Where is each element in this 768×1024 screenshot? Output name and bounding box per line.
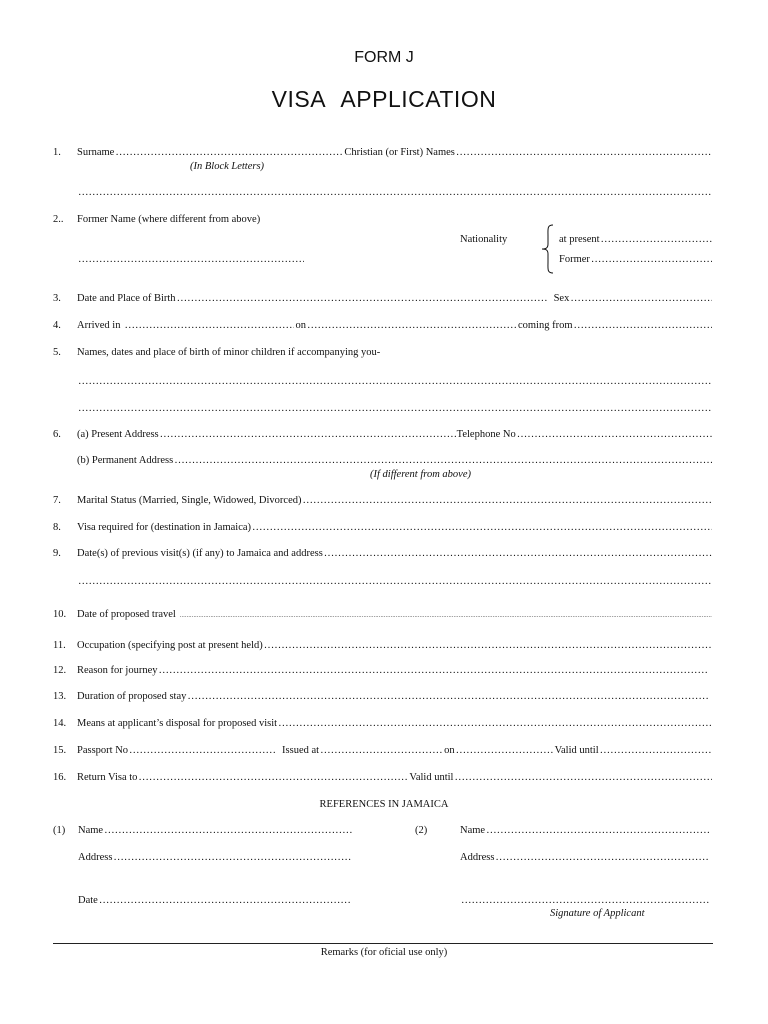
telephone-label: Telephone No <box>456 429 516 440</box>
reference-1-address-label: Address <box>78 852 113 863</box>
occupation-label: Occupation (specifying post at present held) <box>77 640 263 651</box>
previous-visits-field-2[interactable] <box>78 576 712 587</box>
minor-children-field-1[interactable] <box>78 376 712 387</box>
reason-field[interactable] <box>158 665 708 676</box>
coming-from-field[interactable] <box>573 320 712 331</box>
item-number-9: 9. <box>53 548 61 559</box>
former-name-line[interactable] <box>77 254 305 265</box>
marital-status-label: Marital Status (Married, Single, Widowed, Divorced) <box>77 495 302 506</box>
telephone-field[interactable] <box>517 429 712 440</box>
dob-label: Date and Place of Birth <box>77 293 176 304</box>
at-present-label: at present <box>559 234 600 245</box>
form-code: FORM J <box>354 49 414 66</box>
passport-no-field[interactable] <box>129 745 276 756</box>
present-address-field[interactable] <box>160 429 456 440</box>
arrival-date-field[interactable] <box>307 320 517 331</box>
remarks-divider <box>53 943 713 944</box>
item-number-5: 5. <box>53 347 61 358</box>
arrived-in-field[interactable] <box>124 320 294 331</box>
permanent-address-field[interactable] <box>174 455 712 466</box>
item-number-14: 14. <box>53 718 67 729</box>
issued-at-field[interactable] <box>320 745 443 756</box>
item-number-12: 12. <box>53 665 67 676</box>
names-continuation-field[interactable] <box>78 187 712 198</box>
nationality-label: Nationality <box>460 234 508 245</box>
item-number-3: 3. <box>53 293 61 304</box>
issued-on-label: on <box>444 745 455 756</box>
item-number-7: 7. <box>53 495 61 506</box>
former-name-field[interactable] <box>78 254 304 265</box>
proposed-travel-row[interactable] <box>77 609 713 620</box>
marital-status-field[interactable] <box>303 495 713 506</box>
item-number-13: 13. <box>53 691 67 702</box>
reference-1-address-field[interactable] <box>113 852 352 863</box>
item-number-1: 1. <box>53 147 61 158</box>
issued-on-field[interactable] <box>456 745 554 756</box>
surname-label: Surname <box>77 147 115 158</box>
birth-row[interactable] <box>77 293 713 304</box>
marital-status-row[interactable] <box>77 495 713 506</box>
passport-valid-until-field[interactable] <box>600 745 712 756</box>
issued-at-label: Issued at <box>282 745 320 756</box>
return-visa-row[interactable] <box>77 772 713 783</box>
form-title: VISA APPLICATION <box>271 86 497 112</box>
visa-destination-field[interactable] <box>252 522 712 533</box>
date-label: Date <box>78 895 98 906</box>
minor-children-line-2[interactable] <box>77 403 713 414</box>
reference-2-name-field[interactable] <box>486 825 710 836</box>
permanent-address-row[interactable] <box>77 455 713 466</box>
sex-label: Sex <box>553 293 570 304</box>
passport-no-label: Passport No <box>77 745 129 756</box>
at-present-field[interactable] <box>601 234 712 245</box>
reference-2-name-row[interactable] <box>460 825 711 836</box>
item-number-8: 8. <box>53 522 61 533</box>
item-number-16: 16. <box>53 772 67 783</box>
former-nationality-label: Former <box>559 254 590 265</box>
present-address-row[interactable] <box>77 429 713 440</box>
block-letters-note: (In Block Letters) <box>190 161 265 172</box>
former-name-label: Former Name (where different from above) <box>77 214 261 225</box>
item-number-10: 10. <box>53 609 67 620</box>
occupation-row[interactable] <box>77 640 713 651</box>
return-visa-field[interactable] <box>138 772 408 783</box>
signature-label: Signature of Applicant <box>550 908 645 919</box>
permanent-address-label: (b) Permanent Address <box>77 455 174 466</box>
nationality-at-present-row[interactable] <box>559 234 713 245</box>
proposed-travel-field[interactable] <box>180 613 712 619</box>
arrived-in-label: Arrived in <box>77 320 121 331</box>
reference-2-name-label: Name <box>460 825 486 836</box>
christian-names-label: Christian (or First) Names <box>344 147 455 158</box>
previous-visits-row[interactable] <box>77 548 713 559</box>
item-number-2: 2.. <box>53 214 64 225</box>
surname-row[interactable] <box>77 147 713 158</box>
passport-row[interactable] <box>77 745 713 756</box>
reason-row[interactable] <box>77 665 709 676</box>
duration-label: Duration of proposed stay <box>77 691 187 702</box>
duration-row[interactable] <box>77 691 709 702</box>
former-nationality-field[interactable] <box>591 254 712 265</box>
names-continuation-line[interactable] <box>77 187 713 198</box>
previous-visits-label: Date(s) of previous visit(s) (if any) to Jamaica and address <box>77 548 323 559</box>
arrival-row[interactable] <box>77 320 713 331</box>
reference-1-name-row[interactable] <box>78 825 353 836</box>
passport-valid-until-label: Valid until <box>554 745 599 756</box>
surname-field[interactable] <box>115 147 343 158</box>
item-number-4: 4. <box>53 320 61 331</box>
duration-field[interactable] <box>187 691 708 702</box>
item-number-6: 6. <box>53 429 61 440</box>
means-label: Means at applicant’s disposal for proposed visit <box>77 718 278 729</box>
arrival-on-label: on <box>295 320 306 331</box>
return-visa-valid-until-label: Valid until <box>409 772 454 783</box>
proposed-travel-label: Date of proposed travel <box>77 609 176 620</box>
references-heading: REFERENCES IN JAMAICA <box>319 799 449 810</box>
reference-1-name-label: Name <box>78 825 104 836</box>
visa-destination-row[interactable] <box>77 522 713 533</box>
signature-line[interactable] <box>460 895 711 906</box>
sex-field[interactable] <box>570 293 712 304</box>
christian-names-field[interactable] <box>456 147 712 158</box>
occupation-field[interactable] <box>264 640 712 651</box>
reference-1-number: (1) <box>53 825 66 836</box>
means-row[interactable] <box>77 718 713 729</box>
return-visa-label: Return Visa to <box>77 772 138 783</box>
visa-destination-label: Visa required for (destination in Jamaica) <box>77 522 252 533</box>
reference-1-name-field[interactable] <box>104 825 352 836</box>
reason-label: Reason for journey <box>77 665 158 676</box>
minor-children-label: Names, dates and place of birth of minor children if accompanying you- <box>77 347 381 358</box>
date-row[interactable] <box>78 895 353 906</box>
item-number-11: 11. <box>53 640 66 651</box>
dob-field[interactable] <box>177 293 547 304</box>
minor-children-line-1[interactable] <box>77 376 713 387</box>
reference-2-number: (2) <box>415 825 428 836</box>
return-visa-valid-until-field[interactable] <box>454 772 712 783</box>
curly-brace-icon <box>541 224 555 274</box>
coming-from-label: coming from <box>517 320 573 331</box>
previous-visits-line-2[interactable] <box>77 576 713 587</box>
nationality-former-row[interactable] <box>559 254 713 265</box>
minor-children-field-2[interactable] <box>78 403 712 414</box>
previous-visits-field[interactable] <box>324 548 712 559</box>
signature-field[interactable] <box>461 895 710 906</box>
reference-1-address-row[interactable] <box>78 852 353 863</box>
reference-2-address-label: Address <box>460 852 495 863</box>
item-number-15: 15. <box>53 745 67 756</box>
if-different-note: (If different from above) <box>370 469 471 480</box>
present-address-label: (a) Present Address <box>77 429 159 440</box>
means-field[interactable] <box>278 718 712 729</box>
remarks-label: Remarks (for oficial use only) <box>320 947 448 958</box>
reference-2-address-row[interactable] <box>460 852 711 863</box>
reference-2-address-field[interactable] <box>495 852 710 863</box>
date-field[interactable] <box>99 895 352 906</box>
